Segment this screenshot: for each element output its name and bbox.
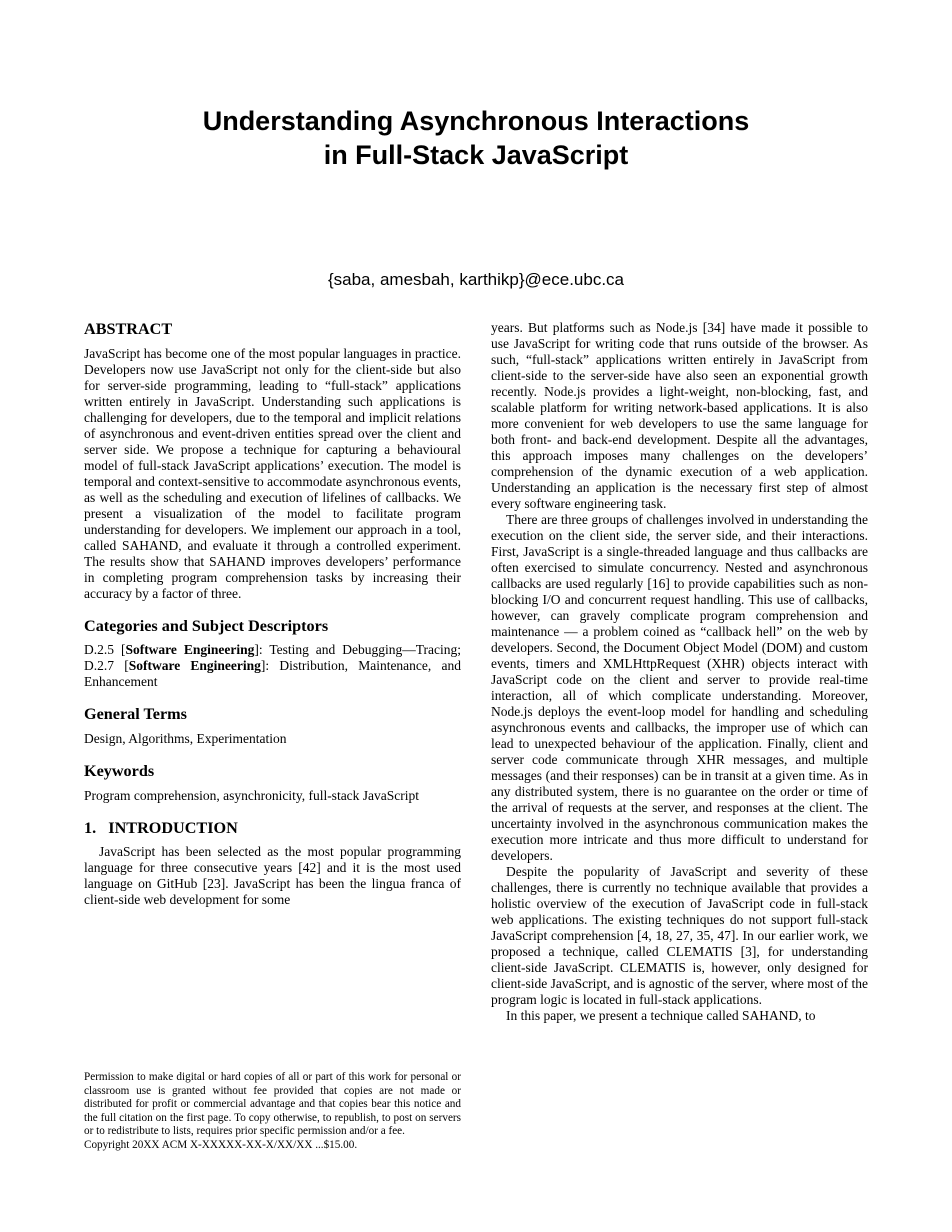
general-terms-heading: General Terms (84, 705, 187, 724)
categories-bold-2: Software Engineering (128, 658, 261, 674)
introduction-para-1: JavaScript has been selected as the most popular programming language for three consecutive years [42] and it is the most used language on GitHub [23]. JavaScript has been the lingua franca of client-side web development for some (84, 844, 461, 908)
paper-title-line2: in Full-Stack JavaScript (323, 140, 629, 170)
abstract-heading: ABSTRACT (84, 320, 173, 338)
keywords-heading: Keywords (84, 761, 155, 780)
right-para-4: In this paper, we present a technique called SAHAND, to (506, 1008, 816, 1023)
categories-heading: Categories and Subject Descriptors (84, 616, 329, 635)
permission-text: Permission to make digital or hard copies of all or part of this work for personal or classroom use is granted without fee provided that copies are not made or distributed for profit or commercial advantage and that copies bear this notice and the full citation on the first page. To copy otherwise, to republish, to post on servers or to redistribute to lists, requires prior specific permission and/or a fee. (84, 1071, 461, 1137)
categories-text-1: D.2.5 [ (84, 642, 126, 658)
introduction-heading: 1. INTRODUCTION (84, 818, 238, 837)
abstract-body: JavaScript has become one of the most popular languages in practice. Developers now use JavaScript not only for the client-side but also for server-side programming, leading to “full-stack” applications written entirely in JavaScript. Understanding such applications is challenging for developers, due to the temporal and implicit relations of asynchronous and event-driven entities spread over the client and server side. We propose a technique for capturing a behavioural model of full-stack JavaScript applications’ execution. The model is temporal and context-sensitive to accommodate asynchronous events, as well as the scheduling and execution of lifelines of callbacks. We present a visualization of the model to facilitate program understanding for developers. We implement our approach in a tool, called SAHAND, and evaluate it through a controlled experiment. The results show that SAHAND improves developers’ performance in completing program comprehension tasks by increasing their accuracy by a factor of three. (84, 345, 461, 601)
paper-title-line1: Understanding Asynchronous Interactions (202, 106, 750, 136)
author-email: {saba, amesbah, karthikp}@ece.ubc.ca (327, 270, 625, 289)
categories-bold-1: Software Engineering (125, 642, 255, 658)
categories-text-2: ]: Testing and Debugging—Tracing; D.2.7 [ (84, 642, 461, 674)
right-para-3: Despite the popularity of JavaScript and severity of these challenges, there is currently no technique available that provides a holistic overview of the execution of JavaScript code in full-stack web applications. The existing techniques do not support full-stack JavaScript comprehension [4, 18, 27, 35, 47]. In our earlier work, we proposed a technique, called CLEMATIS [3], for understanding client-side JavaScript. CLEMATIS is, however, only designed for client-side JavaScript, and is agnostic of the server, where most of the program logic is located in full-stack applications. (491, 864, 868, 1007)
categories-text-3: ]: Distribution, Maintenance, and Enhancement (84, 658, 461, 690)
right-column (491, 320, 868, 1152)
permission-footnote (84, 1071, 461, 1152)
right-para-2: There are three groups of challenges involved in understanding the execution on the client side, the server side, and their interactions. First, JavaScript is a single-threaded language and thus callbacks are often exercised to simulate concurrency. Nested and asynchronous callbacks are used regularly [16] to provide capabilities such as non-blocking I/O and concurrent request handling. This use of callbacks, however, can gravely complicate program comprehension and maintenance — a problem coined as “callback hell” on the web by developers. Second, the Document Object Model (DOM) and custom events, timers and XMLHttpRequest (XHR) objects interact with JavaScript code on the client and server to provide real-time interaction, all of which complicate understanding. Moreover, Node.js deploys the event-loop model for handling and scheduling asynchronous events and callbacks, the improper use of which can lead to unexpected behaviour of the application. Finally, client and server code communicate through XHR messages, and multiple messages (and their responses) can be in transit at a given time. As in any distributed system, there is no guarantee on the order or time of the arrival of requests at the server, and responses at the client. The uncertainty involved in the asynchronous communication makes the execution more intricate and thus more difficult to understand for developers. (491, 512, 868, 863)
right-para-1: years. But platforms such as Node.js [34] have made it possible to use JavaScript for writing code that runs outside of the browser. As such, “full-stack” applications written entirely in JavaScript from client-side to the server-side have also seen an exponential growth recently. Node.js provides a light-weight, non-blocking, fast, and scalable platform for writing network-based applications. It is also more convenient for web developers to use the same language for both front- and back-end development. Despite all the advantages, this approach imposes many challenges on the developers’ comprehension of the dynamic execution of a web application. Understanding an application is the necessary first step of almost every software engineering task. (491, 320, 868, 511)
left-column (84, 320, 461, 1152)
general-terms-body: Design, Algorithms, Experimentation (84, 730, 287, 746)
two-column-body (0, 320, 952, 1152)
categories-body (84, 642, 461, 690)
copyright-text: Copyright 20XX ACM X-XXXXX-XX-X/XX/XX ...$15.00. (84, 1138, 358, 1151)
paper-title (0, 0, 952, 172)
keywords-body: Program comprehension, asynchronicity, full-stack JavaScript (84, 787, 420, 803)
